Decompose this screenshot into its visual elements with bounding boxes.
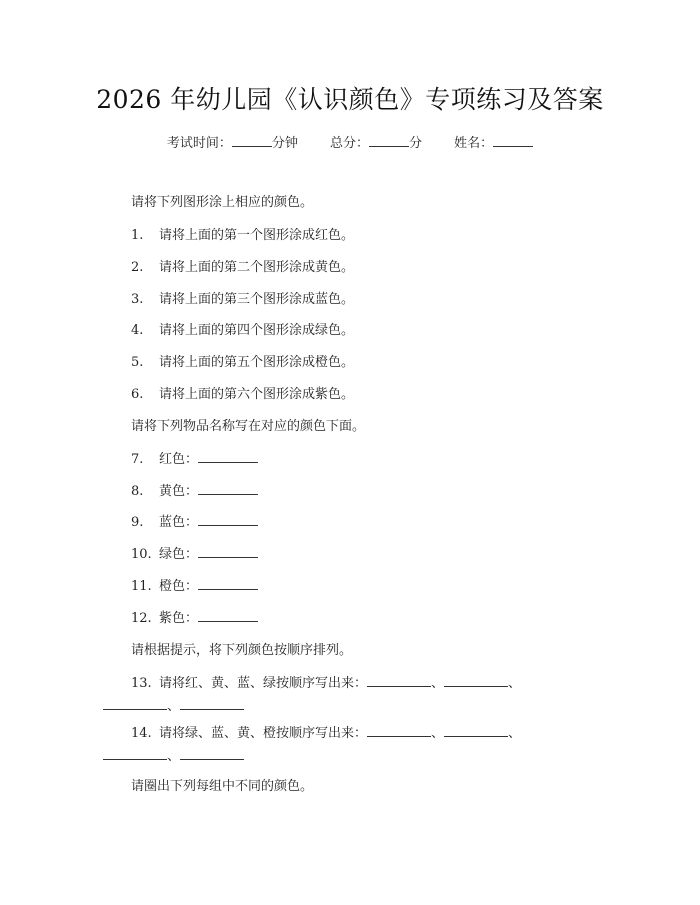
separator: 、 bbox=[431, 676, 445, 691]
question-text: 请将上面的第六个图形涂成紫色。 bbox=[159, 387, 355, 402]
question-continuation bbox=[103, 745, 244, 764]
question-number: 1. bbox=[131, 228, 144, 243]
answer-blank[interactable] bbox=[444, 722, 508, 737]
name-blank[interactable] bbox=[493, 132, 533, 147]
question-number: 10. bbox=[131, 547, 152, 562]
question-text: 请将绿、蓝、黄、橙按顺序写出来： bbox=[159, 726, 368, 741]
exam-score bbox=[330, 136, 426, 151]
question-item bbox=[131, 224, 354, 243]
question-number: 11. bbox=[131, 579, 152, 594]
score-blank[interactable] bbox=[369, 132, 409, 147]
answer-blank[interactable] bbox=[198, 448, 258, 463]
question-item bbox=[131, 448, 258, 467]
question-item bbox=[131, 351, 354, 370]
question-item bbox=[131, 511, 258, 530]
question-item bbox=[131, 256, 354, 275]
question-item bbox=[131, 319, 354, 338]
question-text: 蓝色： bbox=[159, 515, 199, 530]
exam-meta bbox=[0, 132, 700, 151]
question-text: 紫色： bbox=[159, 611, 199, 626]
separator: 、 bbox=[508, 726, 522, 741]
section-intro-4: 请圈出下列每组中不同的颜色。 bbox=[131, 779, 314, 794]
answer-blank[interactable] bbox=[103, 695, 167, 710]
score-unit: 分 bbox=[409, 136, 423, 151]
answer-blank[interactable] bbox=[198, 543, 258, 558]
section-intro-1: 请将下列图形涂上相应的颜色。 bbox=[131, 195, 314, 210]
score-label: 总分： bbox=[329, 136, 369, 151]
question-number: 3. bbox=[131, 292, 144, 307]
name-label: 姓名： bbox=[454, 136, 494, 151]
question-item bbox=[131, 480, 258, 499]
question-text: 请将上面的第一个图形涂成红色。 bbox=[159, 228, 355, 243]
answer-blank[interactable] bbox=[103, 745, 167, 760]
time-label: 考试时间： bbox=[166, 136, 232, 151]
section-intro-3: 请根据提示，将下列颜色按顺序排列。 bbox=[131, 643, 353, 658]
separator: 、 bbox=[431, 726, 445, 741]
question-item bbox=[131, 575, 258, 594]
question-text: 红色： bbox=[159, 452, 199, 467]
question-text: 请将红、黄、蓝、绿按顺序写出来： bbox=[159, 676, 368, 691]
question-continuation bbox=[103, 695, 244, 714]
answer-blank[interactable] bbox=[444, 672, 508, 687]
separator: 、 bbox=[167, 699, 181, 714]
answer-blank[interactable] bbox=[198, 575, 258, 590]
answer-blank[interactable] bbox=[180, 695, 244, 710]
question-item bbox=[131, 607, 258, 626]
question-number: 6. bbox=[131, 387, 144, 402]
answer-blank[interactable] bbox=[180, 745, 244, 760]
question-number: 8. bbox=[131, 484, 144, 499]
question-number: 13. bbox=[131, 676, 152, 691]
page-title: 2026 年幼儿园《认识颜色》专项练习及答案 bbox=[96, 85, 604, 114]
answer-blank[interactable] bbox=[198, 511, 258, 526]
section-intro-2: 请将下列物品名称写在对应的颜色下面。 bbox=[131, 419, 366, 434]
question-number: 4. bbox=[131, 323, 144, 338]
question-number: 2. bbox=[131, 260, 144, 275]
question-item bbox=[131, 543, 258, 562]
question-item bbox=[131, 288, 354, 307]
answer-blank[interactable] bbox=[367, 722, 431, 737]
question-number: 9. bbox=[131, 515, 144, 530]
time-blank[interactable] bbox=[232, 132, 272, 147]
question-text: 请将上面的第五个图形涂成橙色。 bbox=[159, 355, 355, 370]
question-text: 请将上面的第二个图形涂成黄色。 bbox=[159, 260, 355, 275]
question-item bbox=[131, 672, 521, 691]
question-text: 绿色： bbox=[159, 547, 199, 562]
question-number: 12. bbox=[131, 611, 152, 626]
exam-name bbox=[454, 136, 533, 151]
question-number: 7. bbox=[131, 452, 144, 467]
answer-blank[interactable] bbox=[198, 607, 258, 622]
answer-blank[interactable] bbox=[367, 672, 431, 687]
question-number: 5. bbox=[131, 355, 144, 370]
separator: 、 bbox=[167, 749, 181, 764]
time-unit: 分钟 bbox=[271, 136, 298, 151]
question-text: 黄色： bbox=[159, 484, 199, 499]
question-number: 14. bbox=[131, 726, 152, 741]
question-text: 请将上面的第三个图形涂成蓝色。 bbox=[159, 292, 355, 307]
separator: 、 bbox=[508, 676, 522, 691]
question-item bbox=[131, 722, 521, 741]
answer-blank[interactable] bbox=[198, 480, 258, 495]
exam-time bbox=[167, 136, 302, 151]
question-text: 请将上面的第四个图形涂成绿色。 bbox=[159, 323, 355, 338]
question-item bbox=[131, 383, 354, 402]
question-text: 橙色： bbox=[159, 579, 199, 594]
